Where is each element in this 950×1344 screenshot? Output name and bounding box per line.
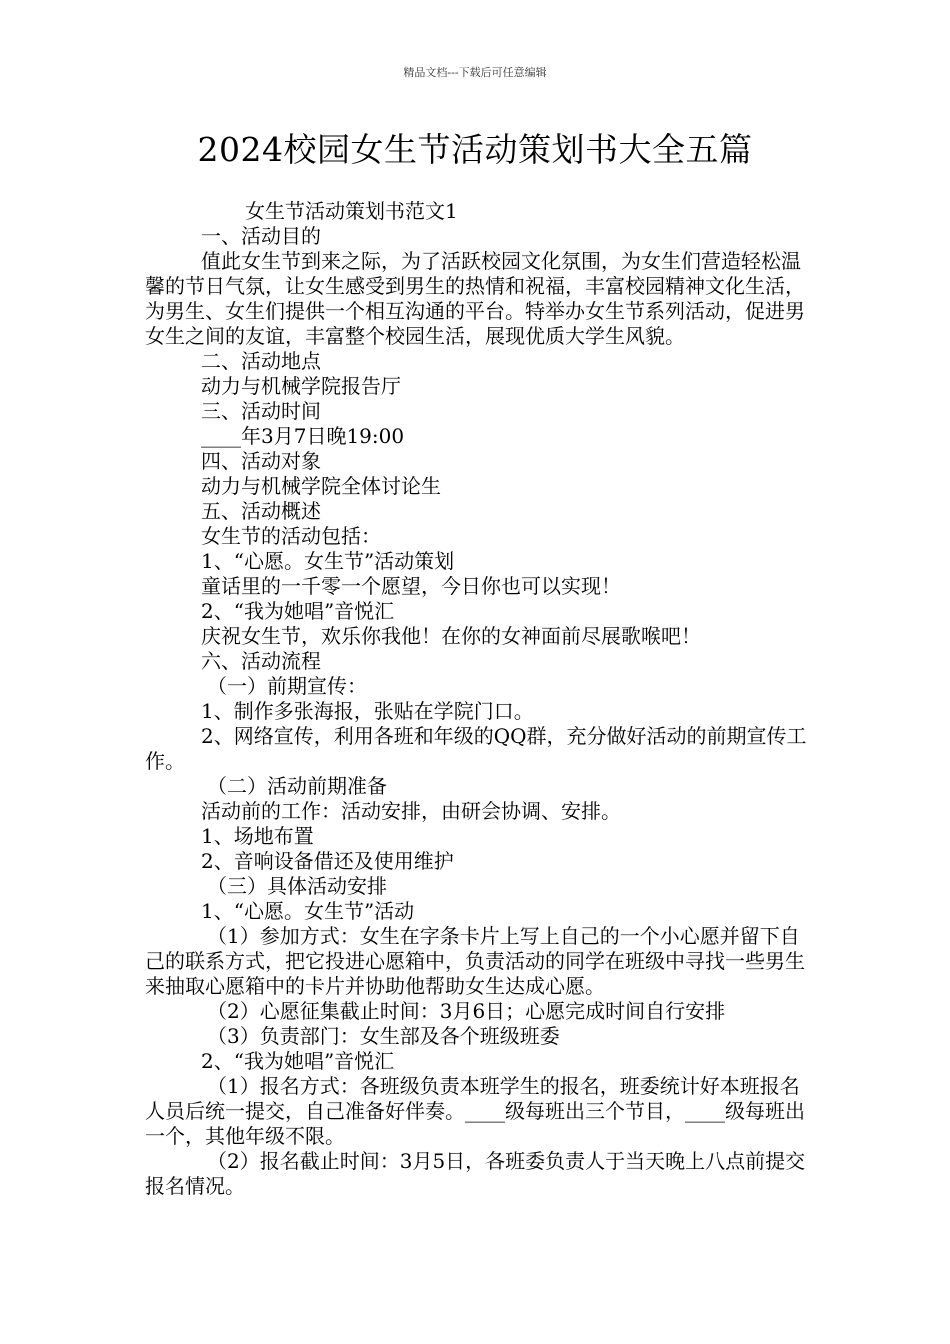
list-item: （1）参加方式：女生在字条卡片上写上自己的一个小心愿并留下自己的联系方式，把它投进心愿箱中，负责活动的同学在班级中寻找一些男生来抽取心愿箱中的卡片并协助他帮助女生达成心愿。 xyxy=(145,924,805,998)
document-title: 2024校园女生节活动策划书大全五篇 xyxy=(197,130,753,169)
list-item: （3）负责部门：女生部及各个班级班委 xyxy=(207,1024,560,1048)
paragraph: 童话里的一千零一个愿望，今日你也可以实现！ xyxy=(201,574,621,598)
paragraph: 动力与机械学院报告厅 xyxy=(201,374,401,398)
list-item: 2、“我为她唱”音悦汇 xyxy=(201,1049,395,1073)
list-item: 1、“心愿。女生节”活动策划 xyxy=(201,549,455,573)
page-header-note: 精品文档---下载后可任意编辑 xyxy=(403,66,547,79)
list-item: 1、制作多张海报，张贴在学院门口。 xyxy=(201,699,534,723)
subsection-heading: （二）活动前期准备 xyxy=(207,774,387,798)
section-heading: 三、活动时间 xyxy=(201,399,321,423)
section-heading: 五、活动概述 xyxy=(201,499,321,523)
list-item: 1、场地布置 xyxy=(201,824,314,848)
paragraph: 女生节的活动包括： xyxy=(201,524,381,548)
list-item: （2）报名截止时间：3月5日，各班委负责人于当天晚上八点前提交报名情况。 xyxy=(145,1149,806,1198)
list-item: 2、音响设备借还及使用维护 xyxy=(201,849,454,873)
list-item: （2）心愿征集截止时间：3月6日；心愿完成时间自行安排 xyxy=(207,999,726,1023)
paragraph: 值此女生节到来之际，为了活跃校园文化氛围，为女生们营造轻松温馨的节日气氛，让女生感受到男生的热情和祝福，丰富校园精神文化生活，为男生、女生们提供一个相互沟通的平台。特举办女生节系列活动，促进男女生之间的友谊，丰富整个校园生活，展现优质大学生风貌。 xyxy=(145,249,805,348)
paragraph: 活动前的工作：活动安排，由研会协调、安排。 xyxy=(201,799,621,823)
section-heading: 二、活动地点 xyxy=(201,349,321,373)
paragraph: ____年3月7日晚19:00 xyxy=(201,424,405,448)
list-item: 2、“我为她唱”音悦汇 xyxy=(201,599,395,623)
list-item: 1、“心愿。女生节”活动 xyxy=(201,899,415,923)
document-body xyxy=(145,199,810,1199)
paragraph: 庆祝女生节，欢乐你我他！在你的女神面前尽展歌喉吧！ xyxy=(201,624,701,648)
paragraph: 动力与机械学院全体讨论生 xyxy=(201,474,441,498)
list-item: 2、网络宣传，利用各班和年级的QQ群，充分做好活动的前期宣传工作。 xyxy=(145,724,807,773)
subsection-heading: （三）具体活动安排 xyxy=(207,874,387,898)
section-heading: 六、活动流程 xyxy=(201,649,321,673)
section-heading: 四、活动对象 xyxy=(201,449,321,473)
list-item: （1）报名方式：各班级负责本班学生的报名，班委统计好本班报名人员后统一提交，自己准备好伴奏。____级每班出三个节目，____级每班出一个，其他年级不限。 xyxy=(145,1074,805,1148)
section-heading: 女生节活动策划书范文1 xyxy=(245,199,458,223)
subsection-heading: （一）前期宣传： xyxy=(207,674,367,698)
section-heading: 一、活动目的 xyxy=(201,224,321,248)
